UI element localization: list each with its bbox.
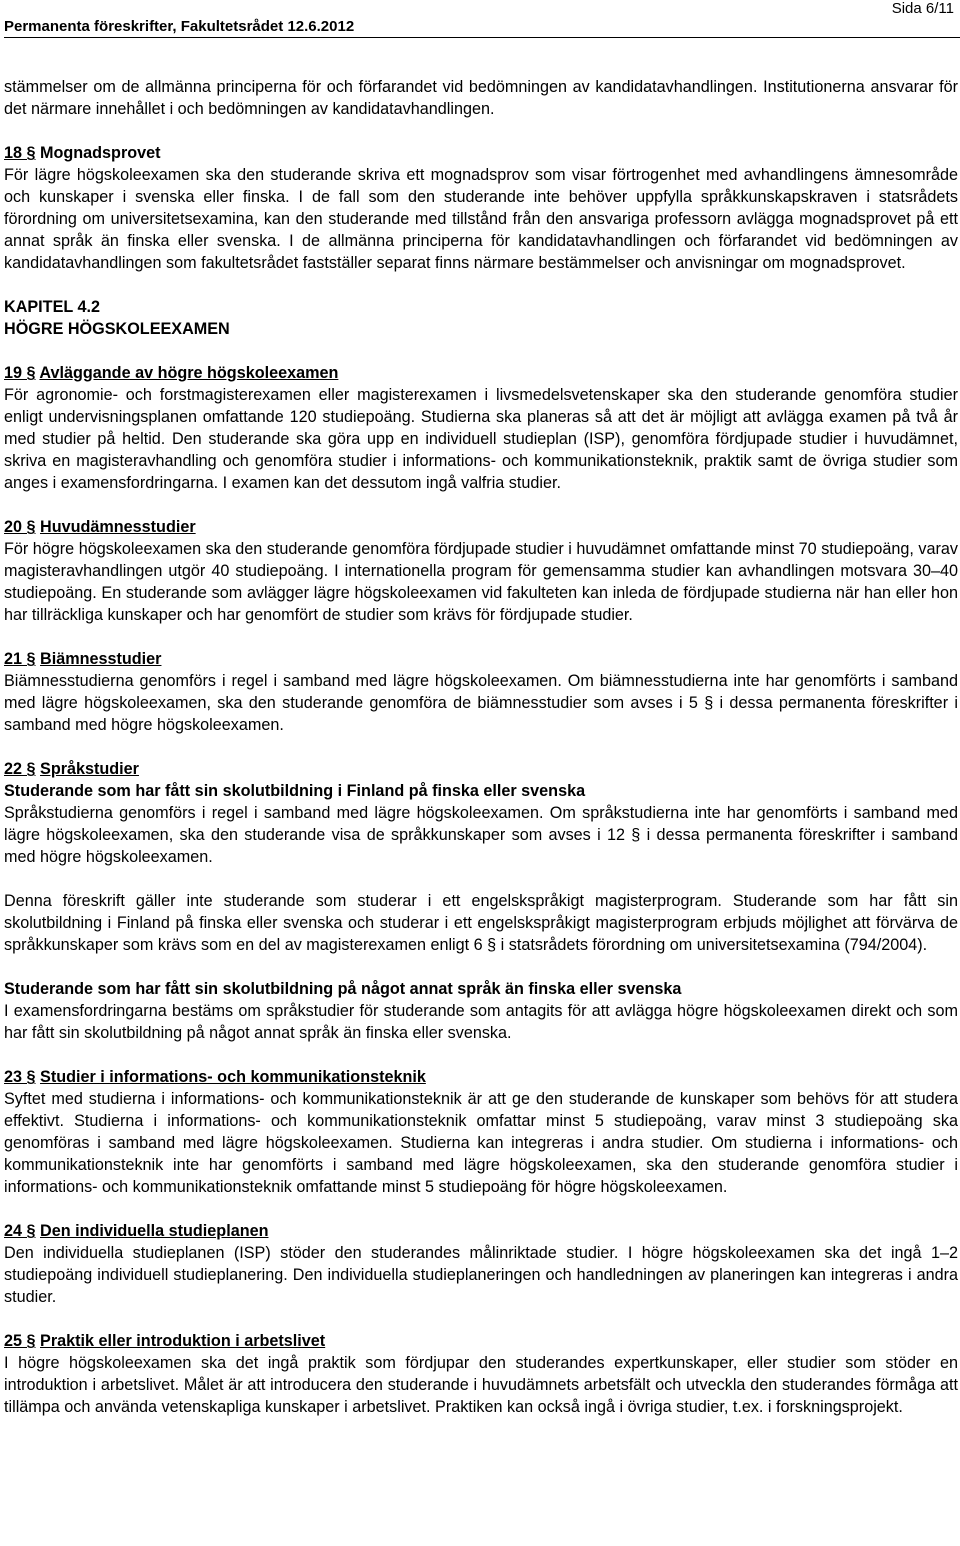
section-22-body-1: Språkstudierna genomförs i regel i samband med lägre högskoleexamen. Om språkstudierna inte har genomförts i samband med lägre högskoleexamen, ska den studerande visa de språkkunskaper som avses i 12 § i dessa permanenta föreskrifter i samband med högre högskoleexamen.	[4, 804, 958, 866]
section-number: 24 §	[4, 1222, 36, 1240]
running-header: Permanenta föreskrifter, Fakultetsrådet 12.6.2012	[4, 18, 960, 38]
section-title: Biämnesstudier	[40, 650, 162, 668]
section-22-heading	[4, 758, 958, 780]
section-number: 19 §	[4, 364, 36, 382]
section-18-body: För lägre högskoleexamen ska den studerande skriva ett mognadsprov som visar förtrogenhet med avhandlingens ämnesområde och kunskaper i svenska eller finska. I de fall som den studerande inte behöver uppfylla språkkunskapskraven i statsrådets förordning om universitetsexamina, kan den studerande med tillstånd från den ansvariga professorn avlägga mognadsprovet på ett annat språk än finska eller svenska. I de allmänna principerna för kandidatavhandlingen och förfarandet vid bedömningen av kandidatavhandlingen som fakultetsrådet fastställer separat finns närmare bestämmelser och anvisningar om mognadsprovet.	[4, 166, 958, 272]
section-22-body-2: Denna föreskrift gäller inte studerande som studerar i ett engelskspråkigt magisterprogram. Studerande som har fått sin skolutbildning i Finland på finska eller svenska och studerar i ett engelskspråkigt magisterprogram erbjuds möjlighet att förvärva de språkkunskaper som krävs som en del av magisterexamen enligt 6 § i statsrådets förordning om universitetsexamina (794/2004).	[4, 892, 958, 954]
section-23-body: Syftet med studierna i informations- och kommunikationsteknik är att ge den studerande de kunskaper som behövs för att studera effektivt. Studierna i informations- och kommunikationsteknik omfattar minst 5 studiepoäng, varav minst 3 studiepoäng ska genomföras i samband med lägre högskoleexamen. Studierna kan integreras i andra studier. Om studierna i informations- och kommunikationsteknik inte har genomförts i samband med lägre högskoleexamen, ska den studerande genomföra studier i informations- och kommunikationsteknik omfattande minst 5 studiepoäng för högre högskoleexamen.	[4, 1090, 958, 1196]
section-21-heading	[4, 648, 958, 670]
section-18-heading	[4, 142, 958, 164]
section-19-body: För agronomie- och forstmagisterexamen eller magisterexamen i livsmedelsvetenskaper ska den studerande genomföra studier enligt undervisningsplanen omfattande 120 studiepoäng. Studierna ska planeras så att det är möjligt att avlägga examen på två år med studier på heltid. Den studerande ska göra upp en individuell studieplan (ISP), genomföra fördjupade studier i huvudämnet, skriva en magisteravhandling och genomföra studier i informations- och kommunikationsteknik, praktik samt de övriga studier som anges i examensfordringarna. I examen kan det dessutom ingå valfria studier.	[4, 386, 958, 492]
section-21-body: Biämnesstudierna genomförs i regel i samband med lägre högskoleexamen. Om biämnesstudierna inte har genomförts i samband med lägre högskoleexamen, ska den studerande genomföra de biämnesstudier som avses i 5 § i dessa permanenta föreskrifter i samband med högre högskoleexamen.	[4, 672, 958, 734]
chapter-label: KAPITEL 4.2	[4, 298, 100, 316]
page-number: Sida 6/11	[891, 0, 954, 17]
section-title: Praktik eller introduktion i arbetslivet	[40, 1332, 326, 1350]
section-25-body: I högre högskoleexamen ska det ingå praktik som fördjupar den studerandes expertkunskaper, eller studier som stöder en introduktion i arbetslivet. Målet är att introducera den studerande i huvudämnets arbetsfält och utveckla den studerandes förmåga att tillämpa och använda vetenskapliga kunskaper i arbetslivet. Praktiken kan också ingå i övriga studier, t.ex. i forskningsprojekt.	[4, 1354, 958, 1416]
chapter-title: HÖGRE HÖGSKOLEEXAMEN	[4, 320, 230, 338]
section-number: 18 §	[4, 144, 36, 162]
section-title: Den individuella studieplanen	[40, 1222, 269, 1240]
section-number: 25 §	[4, 1332, 36, 1350]
section-24-heading	[4, 1220, 958, 1242]
section-number: 21 §	[4, 650, 36, 668]
section-title: Mognadsprovet	[40, 144, 161, 162]
section-24-body: Den individuella studieplanen (ISP) stöder den studerandes målinriktade studier. I högre högskoleexamen ska det ingå 1–2 studiepoäng individuell studieplanering. Den individuella studieplaneringen och handledningen av planeringen kan integreras i andra studier.	[4, 1244, 958, 1306]
intro-paragraph: stämmelser om de allmänna principerna för och förfarandet vid bedömningen av kandidatavhandlingen. Institutionerna ansvarar för det närmare innehållet i och bedömningen av kandidatavhandlingen.	[4, 78, 958, 118]
section-25-heading	[4, 1330, 958, 1352]
section-20-heading	[4, 516, 958, 538]
section-20-body: För högre högskoleexamen ska den studerande genomföra fördjupade studier i huvudämnet omfattande minst 70 studiepoäng, varav magisteravhandlingen utgör 40 studiepoäng. I internationella program för gemensamma studier kan avhandlingen motsvara 30–40 studiepoäng. En studerande som avlägger lägre högskoleexamen vid fakulteten kan inleda de fördjupade studierna när han eller hon har tillräckliga kunskaper och har genomfört de studier som krävs för fördjupade studier.	[4, 540, 958, 624]
section-number: 20 §	[4, 518, 36, 536]
section-title: Studier i informations- och kommunikationsteknik	[40, 1068, 426, 1086]
document-body	[4, 76, 958, 1418]
section-title: Språkstudier	[40, 760, 139, 778]
section-number: 22 §	[4, 760, 36, 778]
section-22-body-3: I examensfordringarna bestäms om språkstudier för studerande som antagits för att avlägga högre högskoleexamen direkt och som har fått sin skolutbildning på något annat språk än finska eller svenska.	[4, 1002, 958, 1042]
section-22-subheading-other-language: Studerande som har fått sin skolutbildning på något annat språk än finska eller svenska	[4, 980, 682, 998]
section-title: Huvudämnesstudier	[40, 518, 196, 536]
section-title: Avläggande av högre högskoleexamen	[39, 364, 339, 382]
section-22-subheading-finnish-swedish: Studerande som har fått sin skolutbildning i Finland på finska eller svenska	[4, 782, 586, 800]
section-19-heading	[4, 362, 958, 384]
section-23-heading	[4, 1066, 958, 1088]
section-number: 23 §	[4, 1068, 36, 1086]
